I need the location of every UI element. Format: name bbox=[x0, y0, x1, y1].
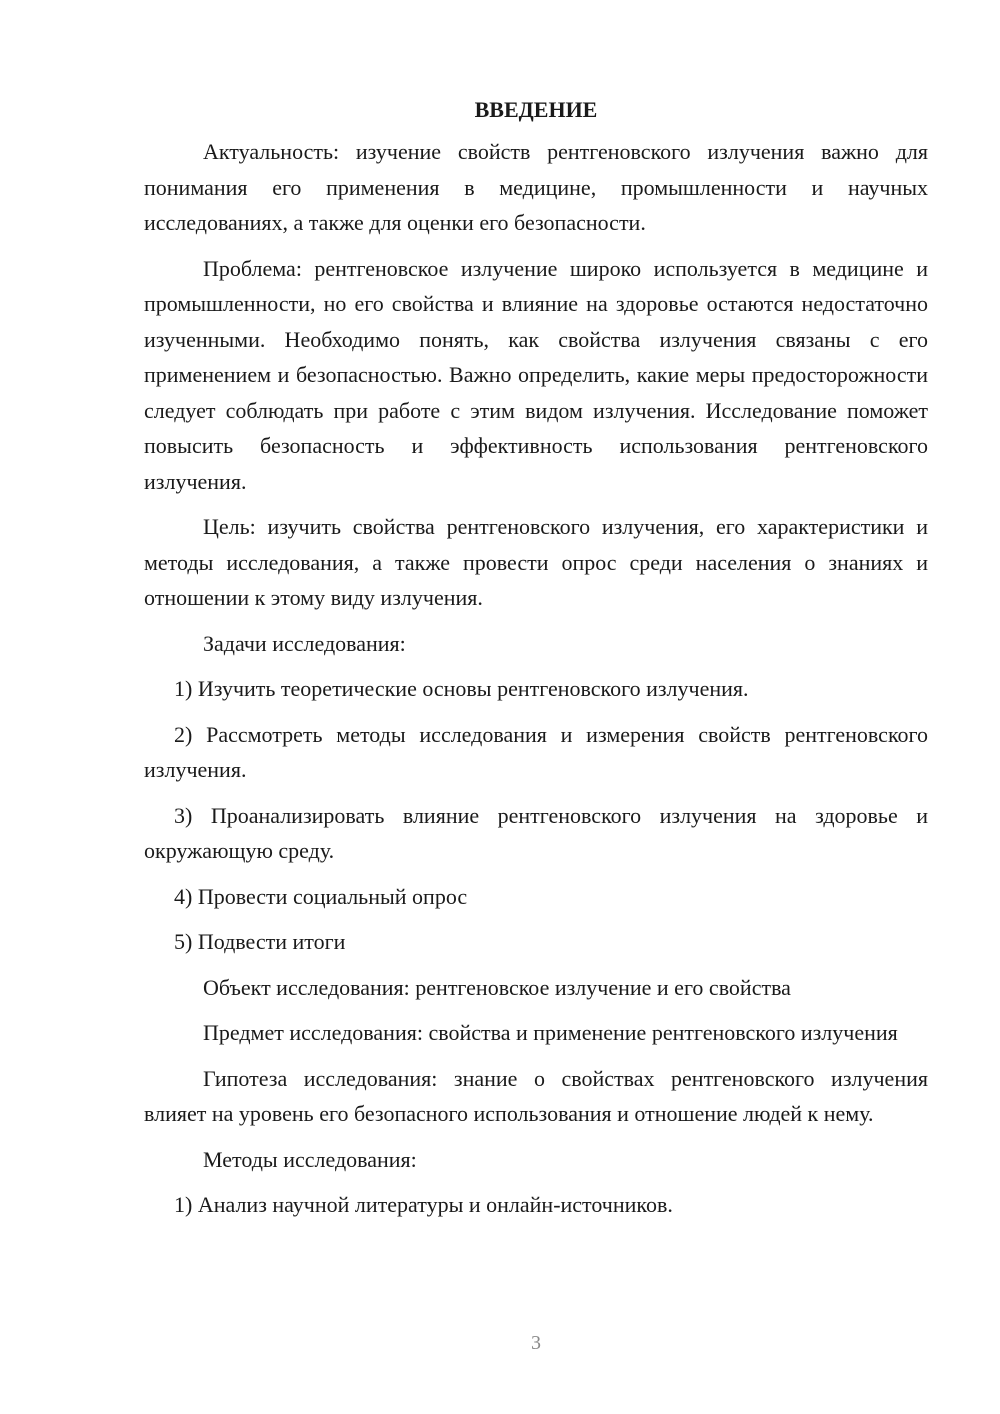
relevance-paragraph: Актуальность: изучение свойств рентгеновского излучения важно для понимания его применения в медицине, промышленности и научных исследованиях, а также для оценки его безопасности. bbox=[144, 139, 928, 235]
document-page bbox=[144, 96, 928, 1233]
task-item-4: 4) Провести социальный опрос bbox=[174, 883, 468, 909]
task-item-3: 3) Проанализировать влияние рентгеновского излучения на здоровье и окружающую среду. bbox=[144, 802, 928, 863]
hypothesis-paragraph: Гипотеза исследования: знание о свойствах рентгеновского излучения влияет на уровень его безопасного использования и отношение людей к нему. bbox=[144, 1065, 928, 1126]
subject-paragraph: Предмет исследования: свойства и применение рентгеновского излучения bbox=[203, 1020, 898, 1045]
task-item-5: 5) Подвести итоги bbox=[174, 929, 346, 954]
task-item-2: 2) Рассмотреть методы исследования и измерения свойств рентгеновского излучения. bbox=[144, 721, 928, 782]
page-title: ВВЕДЕНИЕ bbox=[474, 97, 598, 122]
page-number: 3 bbox=[531, 1332, 541, 1354]
problem-paragraph: Проблема: рентгеновское излучение широко используется в медицине и промышленности, но его свойства и влияние на здоровье остаются недостаточно изученными. Необходимо понять, как свойства излучения связаны с его применением и безопасностью. Важно определить, какие меры предосторожности следует соблюдать при работе с этим видом излучения. Исследование поможет повысить безопасность и эффективность использования рентгеновского излучения. bbox=[144, 255, 928, 494]
tasks-heading: Задачи исследования: bbox=[203, 630, 406, 656]
method-item-1: 1) Анализ научной литературы и онлайн-источников. bbox=[174, 1192, 673, 1217]
goal-paragraph: Цель: изучить свойства рентгеновского излучения, его характеристики и методы исследования, а также провести опрос среди населения о знаниях и отношении к этому виду излучения. bbox=[144, 514, 928, 610]
methods-heading: Методы исследования: bbox=[203, 1146, 417, 1172]
object-paragraph: Объект исследования: рентгеновское излучение и его свойства bbox=[203, 974, 791, 1000]
task-item-1: 1) Изучить теоретические основы рентгеновского излучения. bbox=[174, 676, 749, 701]
